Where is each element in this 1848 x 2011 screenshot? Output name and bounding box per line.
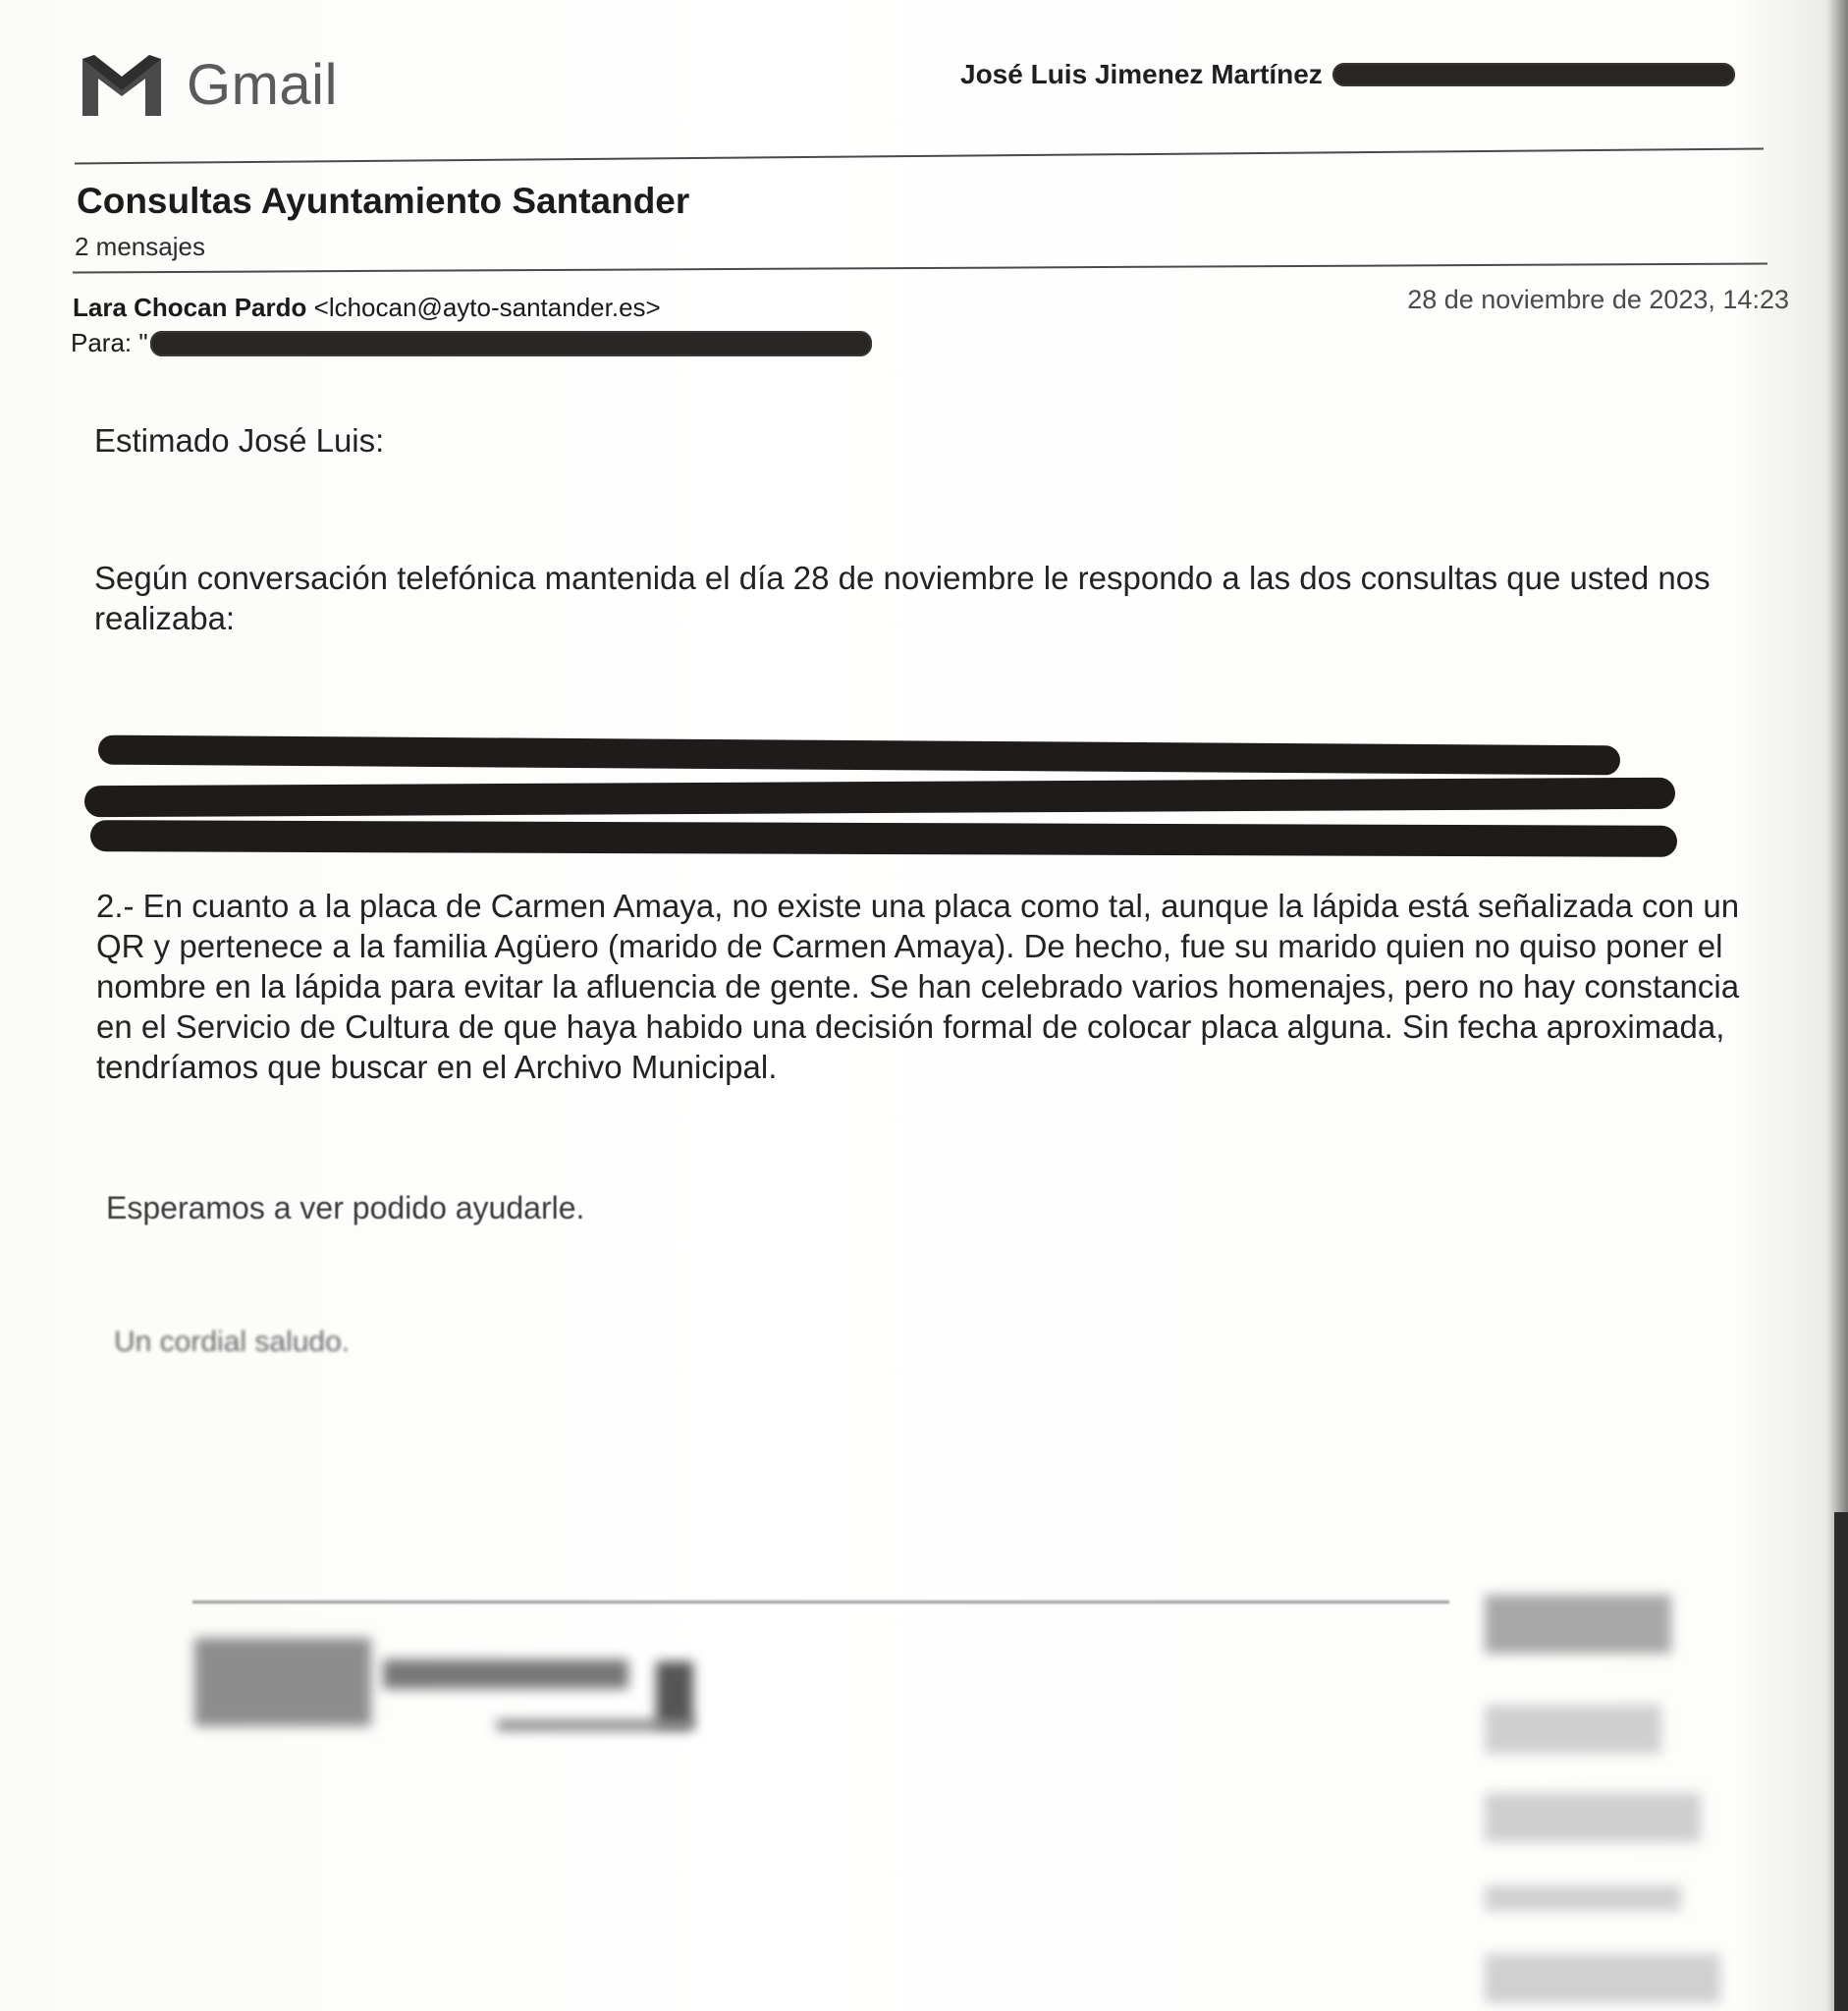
signature-logo-mark-blurred [656,1661,693,1726]
account-name-text: José Luis Jimenez Martínez [960,59,1323,89]
gmail-m-icon [79,51,165,118]
signature-details-blurred-3 [1485,1793,1701,1842]
recipient-line [71,328,872,358]
greeting: Estimado José Luis: [94,422,385,459]
signature-logo-blurred [194,1638,371,1726]
gmail-logo [79,51,338,118]
thread-subject: Consultas Ayuntamiento Santander [77,181,690,221]
body-paragraph-2: 2.- En cuanto a la placa de Carmen Amaya, no existe una placa como tal, aunque la lápida está señalizada con un QR y pertenece a la familia Agüero (marido de Carmen Amaya). De hecho, fue su marido quien no quiso poner el nombre en la lápida para evitar la afluencia de gente. Se han celebrado varios homenajes, pero no hay constancia en el Servicio de Cultura de que haya habido una decisión formal de colocar placa alguna. Sin fecha aproximada, tendríamos que buscar en el Archivo Municipal. [96,888,1740,1085]
subject-divider [73,262,1767,273]
signature-logo-text-blurred [383,1659,628,1689]
to-label: Para: " [71,328,148,357]
signature-details-blurred [1485,1595,1671,1654]
signature-logo-underline-blurred [497,1720,693,1730]
gmail-wordmark: Gmail [187,52,338,117]
header-divider [75,147,1764,164]
sender-email: <lchocan@ayto-santander.es> [313,293,661,322]
redacted-paragraph [84,738,1695,860]
signature-details-blurred-2 [1485,1705,1661,1754]
redacted-recipient [150,331,872,356]
page-edge-dark [1834,1512,1848,2011]
signature-details-blurred-4 [1485,1885,1681,1911]
closing-line-2: Un cordial saludo. [114,1326,351,1358]
body-paragraph-1: Según conversación telefónica mantenida el día 28 de noviembre le respondo a las dos consultas que usted nos realizaba: [94,560,1711,636]
redacted-account-email [1332,63,1735,86]
signature-divider [192,1601,1449,1603]
signature-details-blurred-5 [1485,1954,1720,2003]
sender-line [73,293,661,323]
message-count: 2 mensajes [75,232,205,261]
account-name [960,59,1735,90]
closing-line-1: Esperamos a ver podido ayudarle. [106,1190,585,1225]
message-date: 28 de noviembre de 2023, 14:23 [1407,285,1789,314]
sender-name: Lara Chocan Pardo [73,293,307,322]
